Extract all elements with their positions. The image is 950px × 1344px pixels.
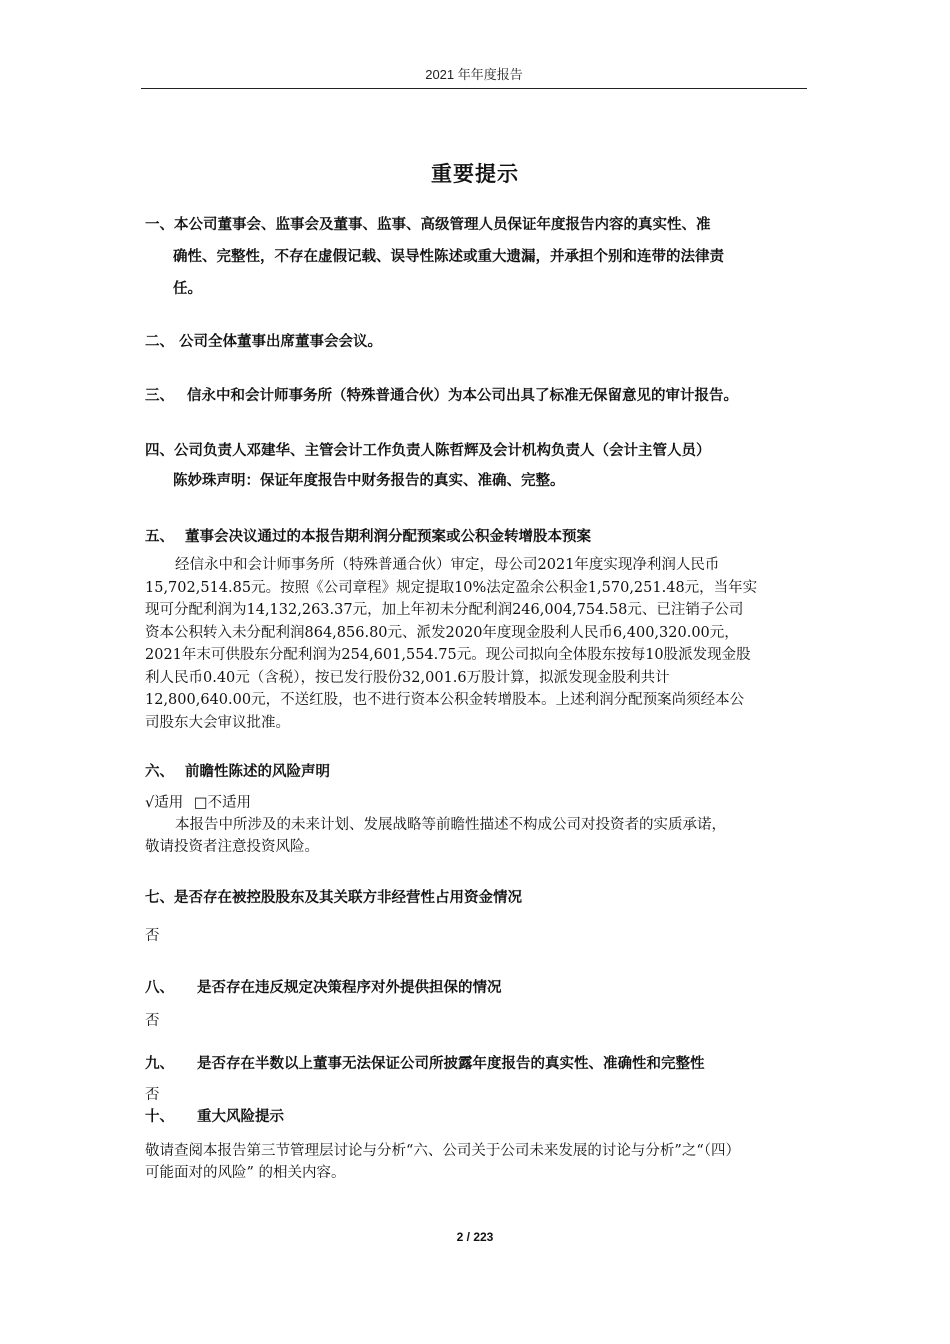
item-four-line2: 陈妙珠声明：保证年度报告中财务报告的真实、准确、完整。 bbox=[173, 473, 565, 489]
item-ten-body bbox=[145, 1140, 813, 1184]
item-eight-heading-text: 是否存在违反规定决策程序对外提供担保的情况 bbox=[197, 980, 502, 996]
item-six-heading bbox=[145, 761, 813, 783]
item-ten-number: 十、 bbox=[145, 1109, 174, 1125]
item-nine-answer: 否 bbox=[145, 1087, 160, 1103]
header-divider bbox=[141, 88, 807, 89]
item-four-line1: 四、公司负责人邓建华、主管会计工作负责人陈哲辉及会计机构负责人（会计主管人员） bbox=[145, 443, 711, 459]
item-four bbox=[145, 436, 813, 496]
item-seven-heading: 七、是否存在被控股股东及其关联方非经营性占用资金情况 bbox=[145, 890, 522, 906]
item-three-text: 信永中和会计师事务所（特殊普通合伙）为本公司出具了标准无保留意见的审计报告。 bbox=[187, 388, 738, 404]
item-six-line2: 敬请投资者注意投资风险。 bbox=[145, 839, 319, 855]
item-six-body bbox=[145, 814, 813, 858]
item-one-line1: 一、本公司董事会、监事会及董事、监事、高级管理人员保证年度报告内容的真实性、准 bbox=[145, 217, 711, 233]
item-five-heading bbox=[145, 526, 813, 548]
applicability-options bbox=[145, 792, 813, 814]
item-five-line: 经信永中和会计师事务所（特殊普通合伙）审定，母公司2021年度实现净利润人民币 bbox=[175, 557, 720, 573]
running-header: 2021 年年度报告 bbox=[425, 67, 523, 82]
item-nine-heading-text: 是否存在半数以上董事无法保证公司所披露年度报告的真实性、准确性和完整性 bbox=[197, 1056, 705, 1072]
item-five-line: 现可分配利润为14,132,263.37元，加上年初未分配利润246,004,754.58元、已注销子公司 bbox=[145, 602, 744, 618]
item-six-number: 六、 bbox=[145, 764, 174, 780]
item-two: 二、 公司全体董事出席董事会会议。 bbox=[145, 334, 383, 350]
item-five-line: 司股东大会审议批准。 bbox=[145, 714, 290, 731]
item-nine-heading bbox=[145, 1053, 813, 1075]
option-applicable: √适用 bbox=[145, 795, 184, 811]
item-five-line: 12,800,640.00元，不送红股，也不进行资本公积金转增股本。上述利润分配预案尚须经本公 bbox=[145, 692, 745, 708]
page-title: 重要提示 bbox=[431, 162, 519, 186]
item-five-number: 五、 bbox=[145, 529, 174, 545]
item-five-line: 2021年末可供股东分配利润为254,601,554.75元。现公司拟向全体股东按每10股派发现金股 bbox=[145, 647, 751, 663]
option-not-applicable: □不适用 bbox=[193, 795, 252, 811]
item-one-line3: 任。 bbox=[173, 281, 202, 297]
item-ten-heading-text: 重大风险提示 bbox=[197, 1109, 284, 1125]
item-eight-answer: 否 bbox=[145, 1013, 160, 1029]
item-three-number: 三、 bbox=[145, 388, 174, 404]
item-nine-number: 九、 bbox=[145, 1056, 174, 1072]
item-five-line: 15,702,514.85元。按照《公司章程》规定提取10%法定盈余公积金1,570,251.48元，当年实 bbox=[145, 579, 758, 596]
item-five-body bbox=[145, 554, 813, 734]
item-eight-number: 八、 bbox=[145, 980, 174, 996]
item-one bbox=[145, 209, 813, 305]
item-five-line: 利人民币0.40元（含税），按已发行股份32,001.6万股计算，拟派发现金股利共计 bbox=[145, 669, 670, 686]
item-six-heading-text: 前瞻性陈述的风险声明 bbox=[185, 764, 330, 780]
item-seven-answer: 否 bbox=[145, 928, 160, 944]
page-number: 2 / 223 bbox=[456, 1230, 494, 1244]
item-six-line1: 本报告中所涉及的未来计划、发展战略等前瞻性描述不构成公司对投资者的实质承诺， bbox=[175, 817, 726, 833]
item-eight-heading bbox=[145, 977, 813, 999]
item-ten-heading bbox=[145, 1106, 813, 1128]
item-one-line2: 确性、完整性，不存在虚假记载、误导性陈述或重大遗漏，并承担个别和连带的法律责 bbox=[173, 249, 724, 265]
item-ten-line1: 敬请查阅本报告第三节管理层讨论与分析“六、公司关于公司未来发展的讨论与分析”之“（四） bbox=[145, 1143, 740, 1159]
item-five-heading-text: 董事会决议通过的本报告期利润分配预案或公积金转增股本预案 bbox=[185, 529, 591, 545]
item-three bbox=[145, 384, 813, 408]
item-ten-line2: 可能面对的风险” 的相关内容。 bbox=[145, 1165, 346, 1181]
item-five-line: 资本公积转入未分配利润864,856.80元、派发2020年度现金股利人民币6,400,320.00元， bbox=[145, 624, 739, 641]
